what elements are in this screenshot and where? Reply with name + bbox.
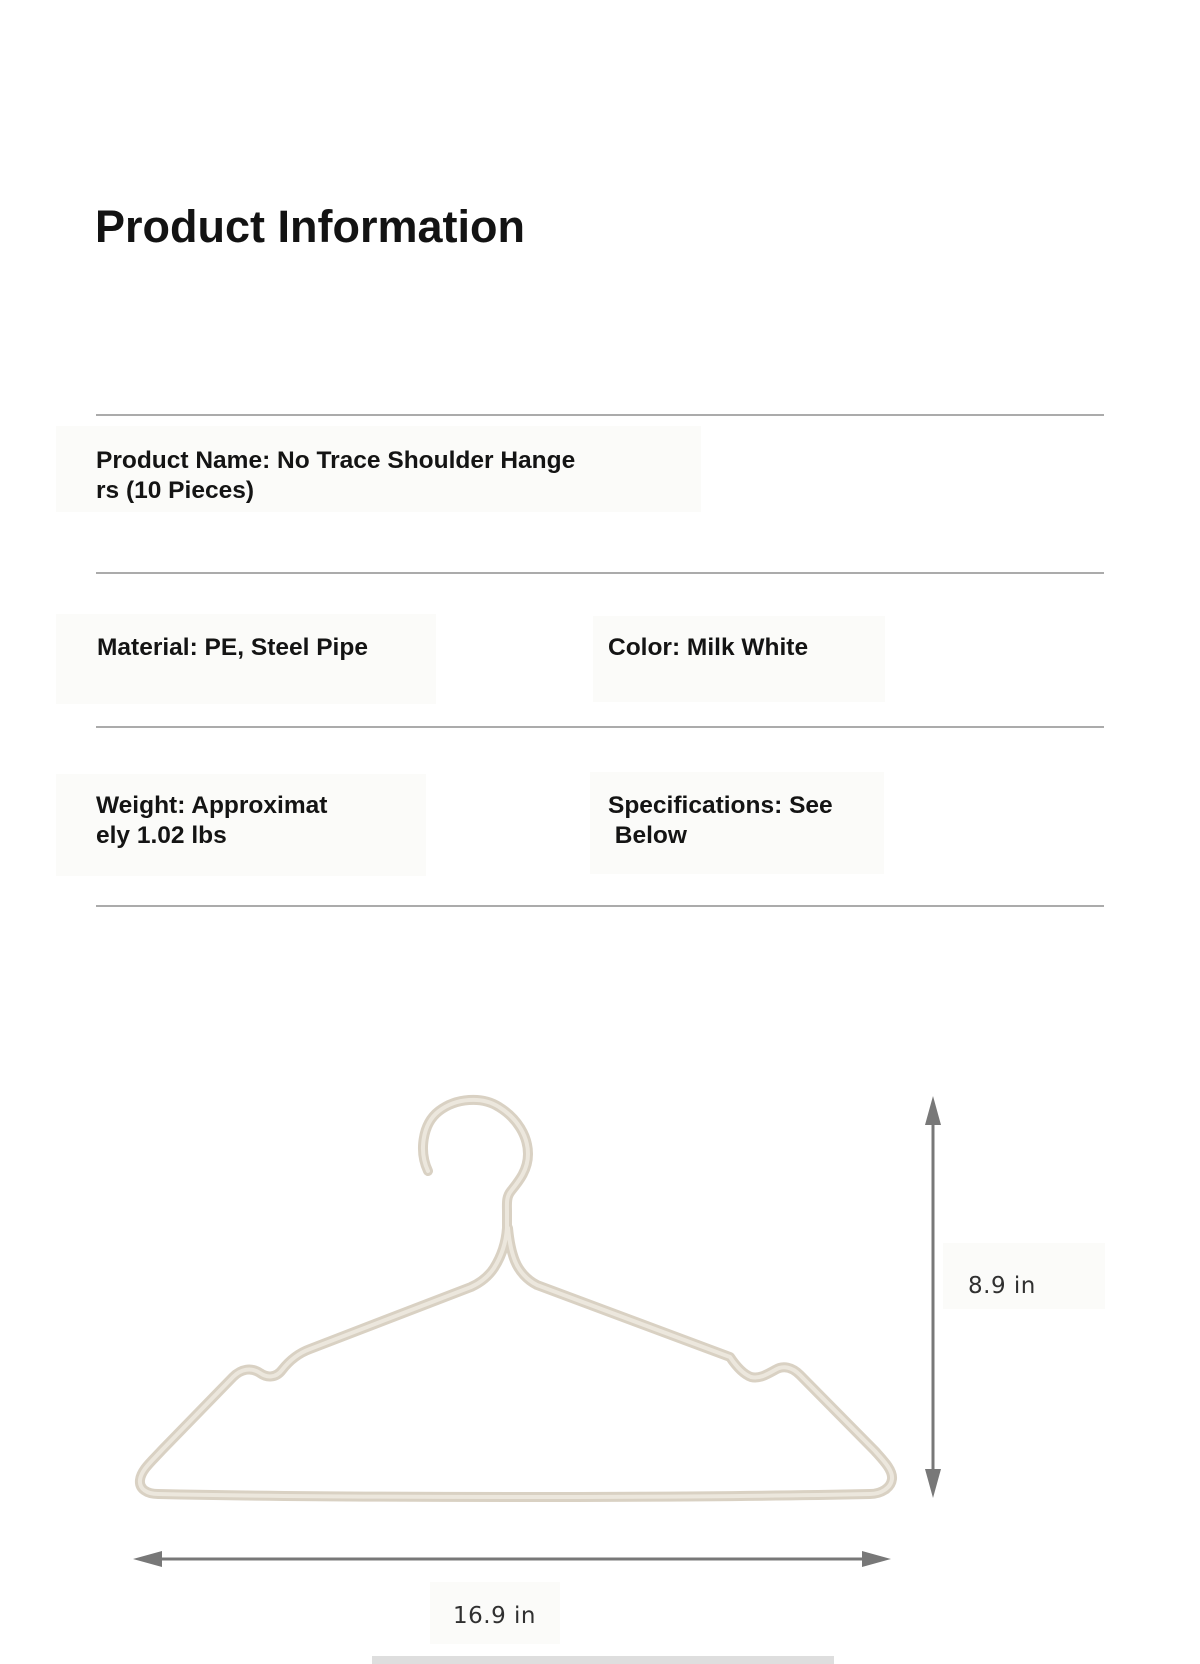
arrowhead-up-icon [925,1096,941,1125]
arrowhead-down-icon [925,1469,941,1498]
height-dimension-arrow [925,1096,941,1498]
material-value: Material: PE, Steel Pipe [97,634,368,661]
weight-line-1: Weight: Approximat [96,792,328,819]
weight-line-2: ely 1.02 lbs [96,822,227,849]
hanger-wire-highlight [140,1100,892,1497]
arrowhead-left-icon [133,1551,162,1567]
product-name-line-1: Product Name: No Trace Shoulder Hange [96,447,576,474]
arrowhead-right-icon [862,1551,891,1567]
page-title: Product Information [95,201,525,252]
product-name-line-2: rs (10 Pieces) [96,476,254,504]
cropped-content-edge [372,1656,834,1664]
specifications-line-2: Below [608,822,687,849]
specifications-line-1: Specifications: See [608,792,833,819]
width-dimension-arrow [133,1551,891,1567]
width-dimension-label: 16.9 in [453,1603,536,1629]
hanger-wire-outline [140,1100,892,1497]
color-value: Color: Milk White [608,634,809,661]
height-dimension-label: 8.9 in [968,1273,1036,1299]
